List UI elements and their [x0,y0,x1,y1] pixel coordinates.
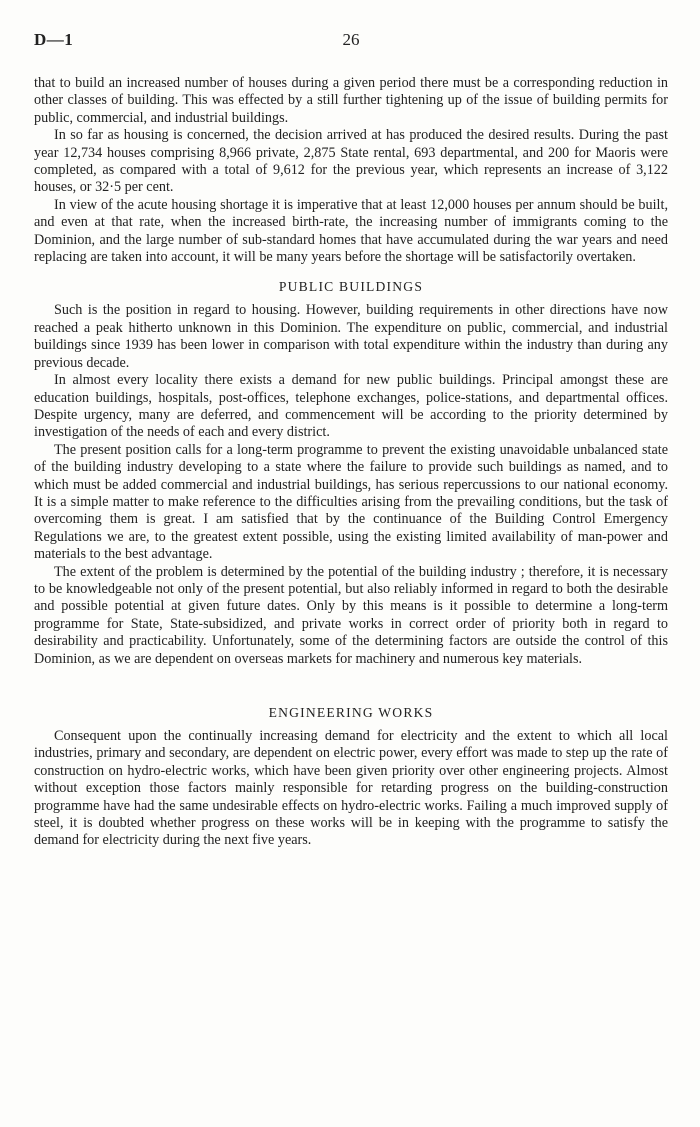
public-buildings-paragraph: The extent of the problem is determined by the potential of the building industry ; therefore, it is necessary to be knowledgeable not only of the present potential, but also reliably informed in regard to both the desirable and possible potential at given future dates. Only by this means is it possible to determine a long-term programme for State, State-subsidized, and private works in correct order of priority both in regard to desirability and practicability. Unfortunately, some of the determining factors are outside the control of this Dominion, as we are dependent on overseas markets for machinery and numerous key materials. [34,563,668,667]
housing-paragraph: that to build an increased number of houses during a given period there must be a corresponding reduction in other classes of building. This was effected by a still further tightening up of the issue of building permits for public, commercial, and industrial buildings. [34,75,668,126]
engineering-works-paragraph: Consequent upon the continually increasing demand for electricity and the extent to which all local industries, primary and secondary, are dependent on electric power, every effort was made to step up the rate of construction on hydro-electric works, which have been given priority over other engineering projects. Almost without exception those factors mainly responsible for retarding progress on the building-construction programme have had the same undesirable effects on hydro-electric works. Failing a much improved supply of steel, it is doubted whether progress on these works will be in keeping with the programme to satisfy the demand for electricity during the next five years. [34,728,668,849]
housing-paragraph: In view of the acute housing shortage it is imperative that at least 12,000 houses per annum should be built, and even at that rate, when the increased birth-rate, the increasing number of immigrants coming to the Dominion, and the large number of sub-standard homes that have accumulated during the war years and need replacing are taken into account, it will be many years before the shortage will be satisfactorily overtaken. [34,196,668,266]
public-buildings-paragraph: The present position calls for a long-term programme to prevent the existing unavoidable unbalanced state of the building industry developing to a state where the failure to provide such buildings as named, and to which must be added commercial and industrial buildings, has serious repercussions to our national economy. It is a simple matter to make reference to the difficulties arising from the prevailing conditions, but the task of overcoming them is great. I am satisfied that by the continuance of the Building Control Emergency Regulations we are, to the greatest extent possible, using the existing limited availability of man-power and materials to the best advantage. [34,441,668,563]
document-page [34,0,668,1127]
document-body [34,75,668,850]
housing-paragraph: In so far as housing is concerned, the decision arrived at has produced the desired results. During the past year 12,734 houses comprising 8,966 private, 2,875 State rental, 693 departmental, and 200 for Maoris were completed, as compared with a total of 9,612 for the previous year, which represents an increase of 3,122 houses, or 32·5 per cent. [34,127,668,196]
section-heading-public-buildings: PUBLIC BUILDINGS [278,279,424,295]
page-number: 26 [342,30,360,49]
document-code: D—1 [34,30,74,49]
section-heading-engineering-works: ENGINEERING WORKS [268,705,434,720]
page-header [34,30,668,62]
public-buildings-paragraph: Such is the position in regard to housing. However, building requirements in other directions have now reached a peak hitherto unknown in this Dominion. The expenditure on public, commercial, and industrial buildings since 1939 has been lower in comparison with total expenditure within the industry than during any previous decade. [34,302,668,371]
public-buildings-paragraph: In almost every locality there exists a demand for new public buildings. Principal amongst these are education buildings, hospitals, post-offices, telephone exchanges, police-stations, and departmental offices. Despite urgency, many are deferred, and commencement will be according to the priority determined by investigation of the needs of each and every district. [34,372,668,441]
